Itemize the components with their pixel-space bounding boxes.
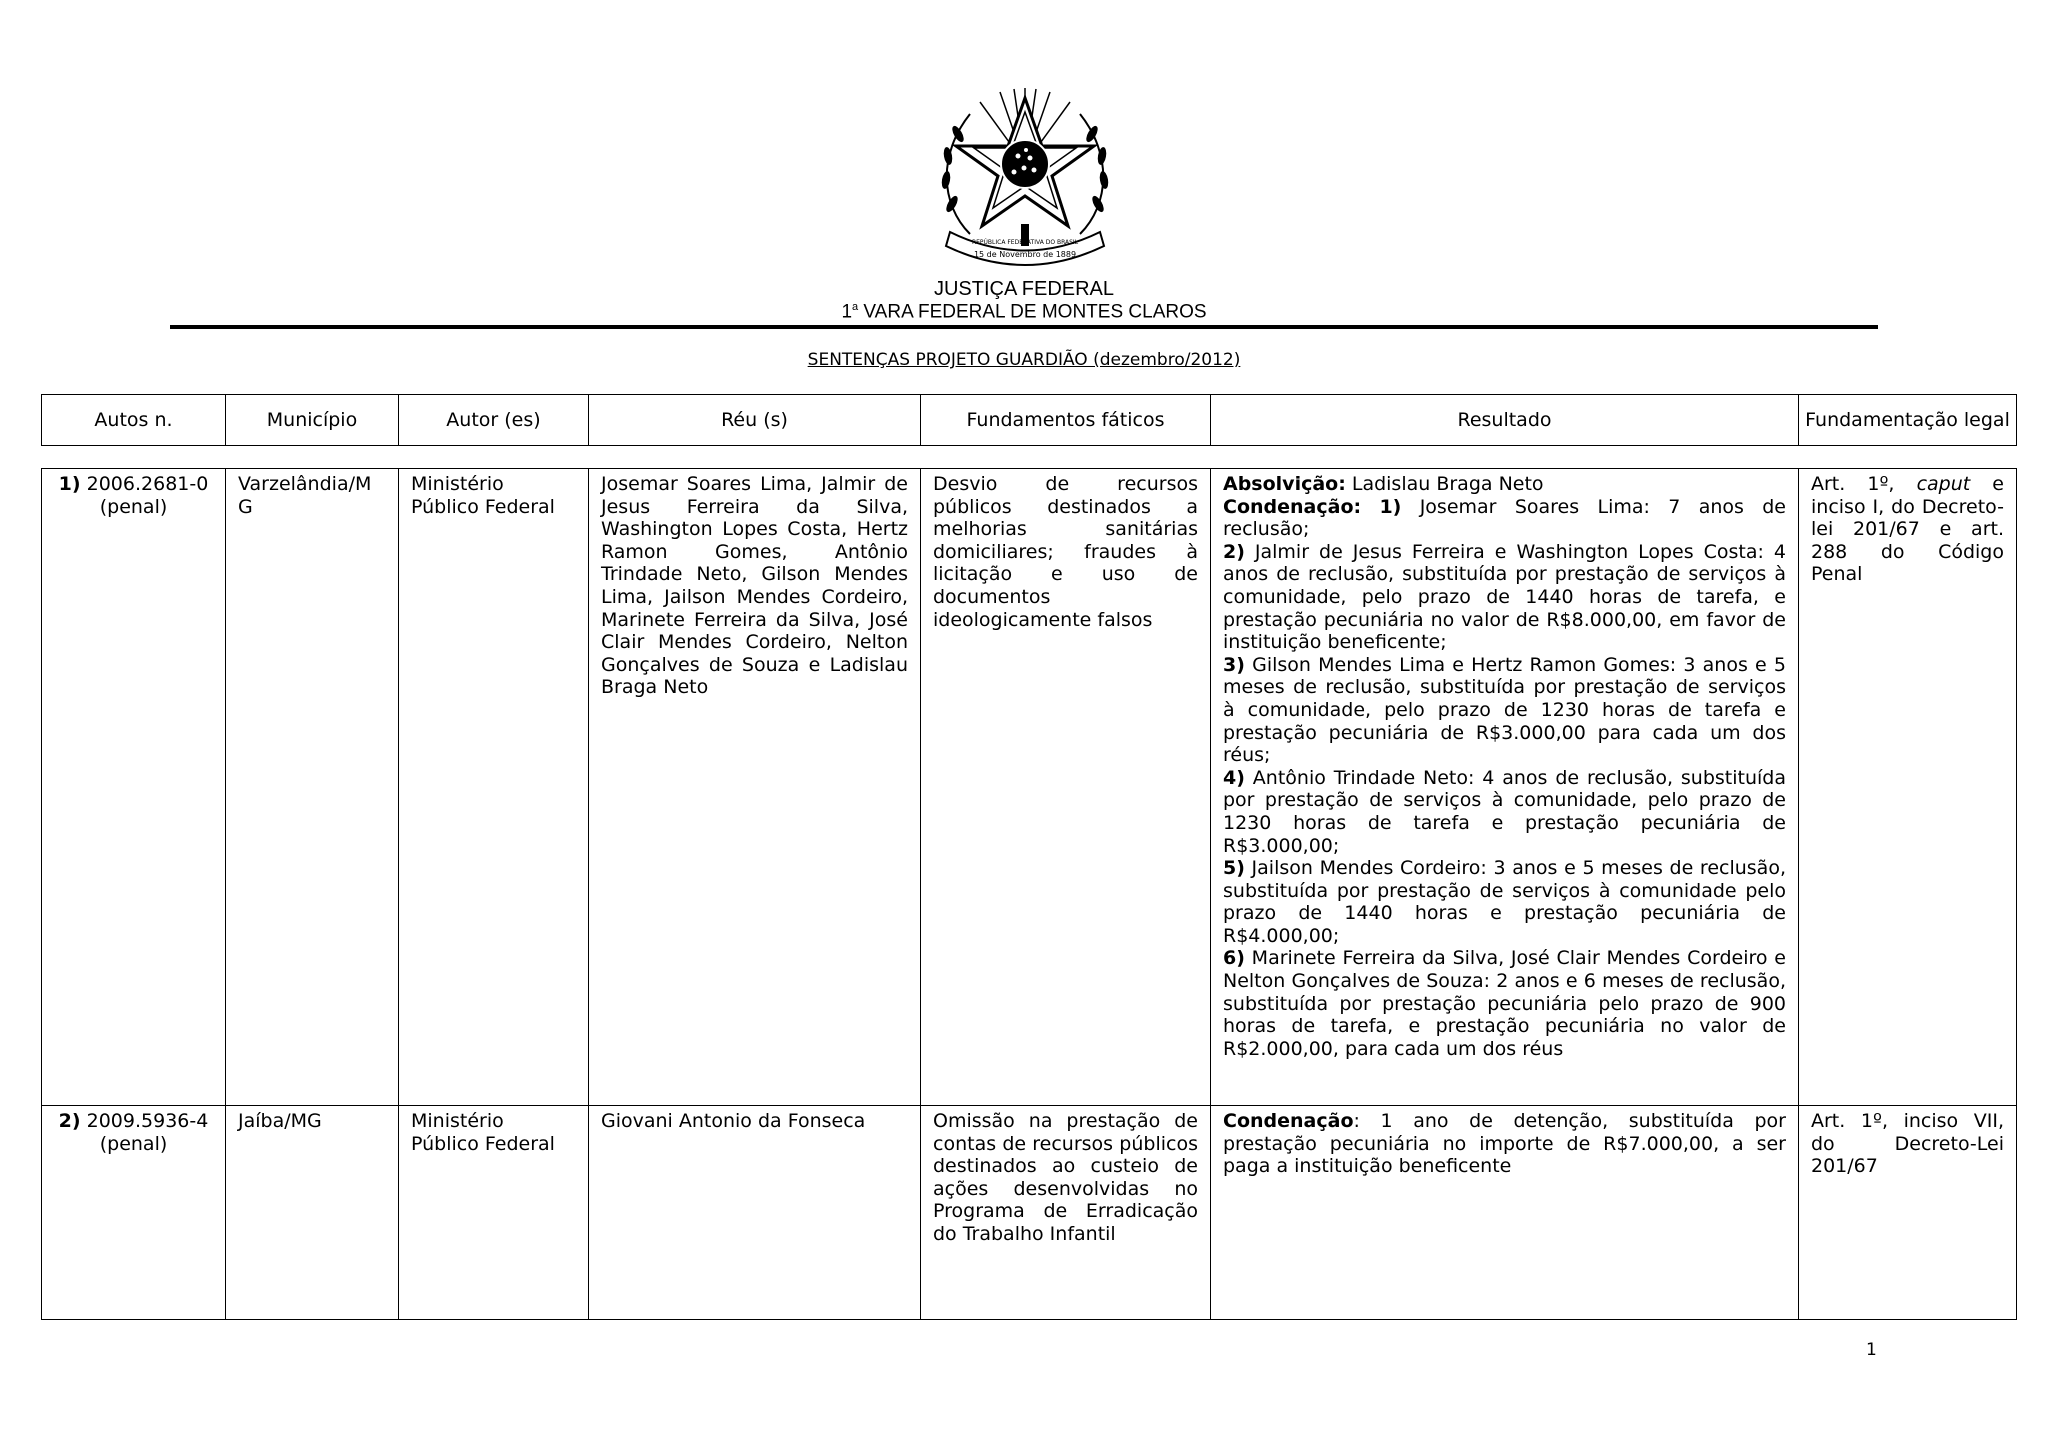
case-number: 2009.5936-4 bbox=[86, 1110, 209, 1132]
coat-of-arms-emblem bbox=[930, 84, 1120, 274]
column-header-autor: Autor (es) bbox=[399, 395, 589, 446]
cell-resultado bbox=[1211, 469, 1799, 1106]
cell-reus: Josemar Soares Lima, Jalmir de Jesus Ferreira da Silva, Washington Lopes Costa, Hertz Ramon Gomes, Antônio Trindade Neto, Gilson Mendes Lima, Jailson Mendes Cordeiro, Marinete Ferreira da Silva, José Clair Mendes Cordeiro, Nelton Gonçalves de Souza e Ladislau Braga Neto bbox=[589, 469, 921, 1106]
case-type: (penal) bbox=[99, 495, 168, 518]
item-text: Jalmir de Jesus Ferreira e Washington Lopes Costa: 4 anos de reclusão, substituída por prestação de serviços à comunidade, pelo prazo de 1440 horas de tarefa, e prestação pecuniária no valor de R$8.000,00, em favor de instituição beneficente; bbox=[1223, 540, 1786, 654]
absolvicao-label: Absolvição: bbox=[1223, 473, 1346, 495]
item-text: Gilson Mendes Lima e Hertz Ramon Gomes: 3 anos e 5 meses de reclusão, substituída por prestação de serviços à comunidade, pelo prazo de 1230 horas de tarefa e prestação pecuniária de R$3.000,00 para cada um dos réus; bbox=[1223, 653, 1786, 767]
item-text: Josemar Soares Lima: 7 anos de reclusão; bbox=[1223, 495, 1786, 541]
seal-ribbon-text: 15 de Novembro de 1889 bbox=[973, 250, 1077, 259]
row-number: 1) bbox=[58, 473, 81, 495]
column-header-municipio: Município bbox=[226, 395, 399, 446]
table-row bbox=[42, 1106, 2017, 1320]
condenacao-label: Condenação bbox=[1223, 1110, 1354, 1132]
item-number: 4) bbox=[1223, 766, 1245, 789]
cell-fundamentacao: Art. 1º, inciso VII, do Decreto-Lei 201/67 bbox=[1799, 1106, 2017, 1320]
item-text: Antônio Trindade Neto: 4 anos de reclusão, substituída por prestação de serviços à comunidade, pelo prazo de 1230 horas de tarefa e prestação pecuniária de R$3.000,00; bbox=[1223, 766, 1786, 857]
item-number: 1) bbox=[1379, 495, 1402, 518]
row-number: 2) bbox=[58, 1110, 81, 1132]
item-number: 6) bbox=[1223, 947, 1245, 970]
item-text: Marinete Ferreira da Silva, José Clair Mendes Cordeiro e Nelton Gonçalves de Souza: 2 anos e 6 meses de reclusão, substituída por prestação pecuniária pelo prazo de 900 horas de tarefa, e prestação pecuniária no valor de R$2.000,00, para cada um dos réus bbox=[1223, 947, 1786, 1060]
cell-autos bbox=[42, 1106, 226, 1320]
cell-autos bbox=[42, 469, 226, 1106]
column-header-resultado: Resultado bbox=[1211, 395, 1799, 446]
column-header-fundamentacao: Fundamentação legal bbox=[1799, 395, 2017, 446]
legal-text: e inciso I, do Decreto-lei 201/67 e art. 288 do Código Penal bbox=[1811, 473, 2004, 586]
cell-resultado bbox=[1211, 1106, 1799, 1320]
cell-autor: Ministério Público Federal bbox=[399, 1106, 589, 1320]
cell-reus: Giovani Antonio da Fonseca bbox=[589, 1106, 921, 1320]
court-name: JUSTIÇA FEDERAL bbox=[933, 278, 1115, 300]
sentences-table bbox=[41, 468, 2017, 1320]
header-divider bbox=[170, 325, 1878, 329]
case-number: 2006.2681-0 bbox=[86, 473, 209, 495]
condenacao-text: : 1 ano de detenção, substituída por prestação pecuniária no importe de R$7.000,00, a ser paga a instituição beneficente bbox=[1223, 1110, 1786, 1178]
absolvicao-text: Ladislau Braga Neto bbox=[1345, 473, 1544, 495]
item-text: Jailson Mendes Cordeiro: 3 anos e 5 meses de reclusão, substituída por prestação de serviços à comunidade pelo prazo de 1440 horas e prestação pecuniária de R$4.000,00; bbox=[1223, 857, 1786, 947]
vara-rest: VARA FEDERAL DE MONTES CLAROS bbox=[858, 301, 1207, 323]
cell-fundamentos: Desvio de recursos públicos destinados a melhorias sanitárias domiciliares; fraudes à licitação e uso de documentos ideologicamente falsos bbox=[921, 469, 1211, 1106]
table-row bbox=[42, 469, 2017, 1106]
seal-top-text: REPÚBLICA FEDERATIVA DO BRASIL bbox=[971, 239, 1079, 246]
cell-fundamentos: Omissão na prestação de contas de recursos públicos destinados ao custeio de ações desenvolvidas no Programa de Erradicação do Trabalho Infantil bbox=[921, 1106, 1211, 1320]
column-header-reu: Réu (s) bbox=[589, 395, 921, 446]
court-division bbox=[0, 301, 2048, 323]
item-number: 3) bbox=[1223, 653, 1245, 676]
cell-municipio: Varzelândia/MG bbox=[226, 469, 399, 1106]
cell-fundamentacao bbox=[1799, 469, 2017, 1106]
legal-text: Art. 1º, bbox=[1811, 473, 1917, 495]
case-type: (penal) bbox=[99, 1132, 168, 1155]
document-title: SENTENÇAS PROJETO GUARDIÃO (dezembro/2012) bbox=[807, 350, 1241, 370]
condenacao-label: Condenação: bbox=[1223, 495, 1362, 518]
table-header bbox=[41, 394, 2017, 446]
cell-municipio: Jaíba/MG bbox=[226, 1106, 399, 1320]
item-number: 2) bbox=[1223, 540, 1245, 563]
vara-ordinal: a bbox=[852, 301, 859, 313]
column-header-autos: Autos n. bbox=[42, 395, 226, 446]
column-header-fundamentos: Fundamentos fáticos bbox=[921, 395, 1211, 446]
page-number: 1 bbox=[1866, 1340, 1877, 1360]
vara-number: 1 bbox=[841, 301, 853, 323]
legal-italic: caput bbox=[1916, 473, 1971, 495]
cell-autor: Ministério Público Federal bbox=[399, 469, 589, 1106]
item-number: 5) bbox=[1223, 857, 1245, 880]
